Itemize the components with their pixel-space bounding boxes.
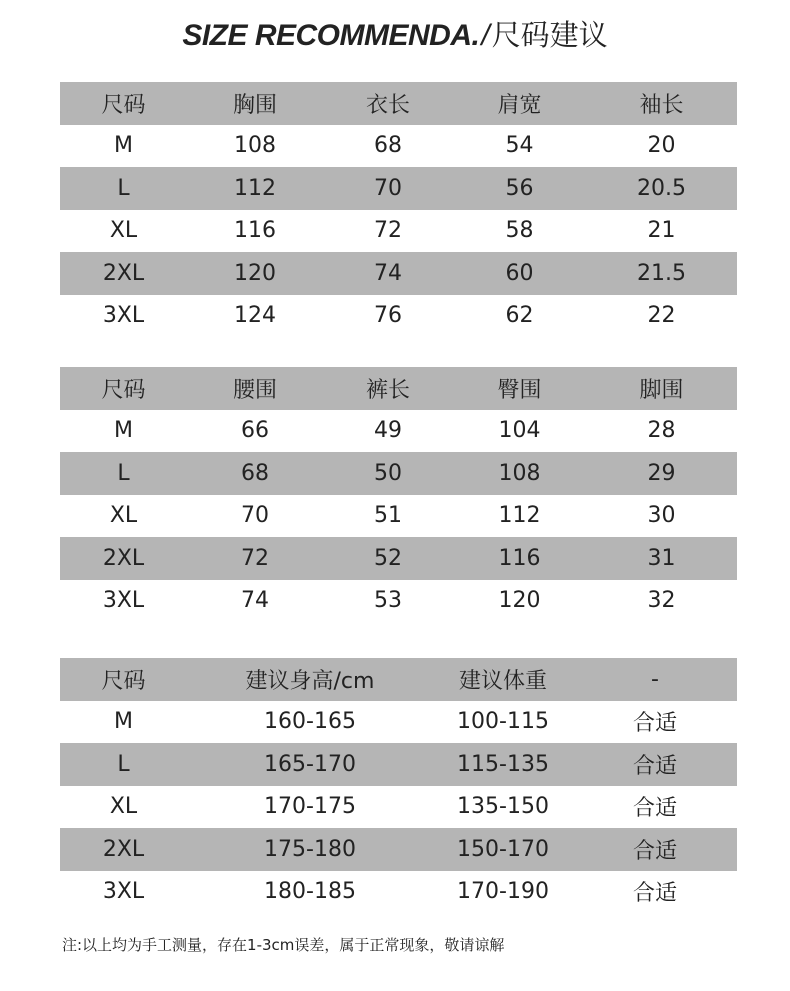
cell-shoulder: 60: [505, 260, 534, 286]
cell-hip: 120: [498, 588, 541, 614]
cell-pants-length: 51: [374, 503, 402, 529]
cell-chest: 124: [234, 303, 276, 329]
table-header-row: [60, 367, 737, 410]
title-chinese: 尺码建议: [491, 18, 608, 52]
cell-shoulder: 54: [505, 133, 534, 159]
cell-fit: 合适: [632, 881, 677, 907]
height-weight-table: [60, 658, 737, 913]
cell-height: 170-175: [264, 794, 356, 820]
cell-leg-opening: 31: [647, 545, 676, 571]
bottom-size-table: [60, 367, 737, 622]
table-row: [60, 452, 737, 495]
cell-size: L: [117, 751, 130, 777]
cell-sleeve: 22: [647, 303, 676, 329]
cell-waist: 66: [241, 418, 269, 444]
table-header-row: [60, 82, 737, 125]
cell-size: 3XL: [102, 588, 145, 614]
cell-pants-length: 50: [374, 460, 402, 486]
cell-length: 76: [374, 303, 402, 329]
cell-length: 74: [374, 260, 402, 286]
cell-pants-length: 49: [374, 418, 402, 444]
header-hip: 臀围: [497, 377, 542, 403]
cell-waist: 70: [241, 503, 269, 529]
cell-fit: 合适: [632, 711, 677, 737]
table-header-row: [60, 658, 737, 701]
cell-chest: 116: [234, 218, 276, 244]
cell-length: 68: [374, 133, 402, 159]
cell-weight: 135-150: [457, 794, 549, 820]
cell-size: XL: [109, 503, 138, 529]
header-leg-opening: 脚围: [639, 377, 684, 403]
cell-chest: 120: [234, 260, 276, 286]
header-sleeve: 袖长: [639, 92, 684, 118]
cell-hip: 116: [498, 545, 541, 571]
cell-size: L: [117, 460, 130, 486]
cell-shoulder: 56: [505, 175, 534, 201]
cell-fit: 合适: [632, 796, 677, 822]
cell-sleeve: 21: [647, 218, 676, 244]
cell-size: M: [114, 709, 133, 735]
cell-weight: 170-190: [457, 879, 549, 905]
top-size-table: [60, 82, 737, 337]
cell-pants-length: 53: [374, 588, 402, 614]
cell-size: 2XL: [102, 545, 145, 571]
header-waist: 腰围: [232, 377, 277, 403]
table-row: [60, 210, 737, 253]
header-size: 尺码: [101, 668, 146, 694]
table-row: [60, 537, 737, 580]
cell-height: 180-185: [264, 879, 356, 905]
cell-size: 2XL: [102, 260, 145, 286]
table-row: [60, 871, 737, 914]
cell-leg-opening: 28: [647, 418, 676, 444]
cell-size: 3XL: [102, 879, 145, 905]
cell-leg-opening: 30: [647, 503, 676, 529]
header-length: 衣长: [365, 92, 410, 118]
cell-size: XL: [109, 794, 138, 820]
cell-waist: 68: [241, 460, 269, 486]
table-row: [60, 410, 737, 453]
header-weight: 建议体重: [458, 668, 547, 694]
cell-sleeve: 21.5: [637, 260, 686, 286]
cell-hip: 112: [498, 503, 541, 529]
cell-length: 70: [374, 175, 402, 201]
table-row: [60, 580, 737, 623]
cell-size: 3XL: [102, 303, 145, 329]
header-size: 尺码: [101, 92, 146, 118]
cell-weight: 100-115: [457, 709, 549, 735]
header-size: 尺码: [101, 377, 146, 403]
cell-fit: 合适: [632, 838, 677, 864]
table-row: [60, 125, 737, 168]
table-row: [60, 252, 737, 295]
cell-sleeve: 20.5: [637, 175, 686, 201]
measurement-note: 注:以上均为手工测量，存在1-3cm误差，属于正常现象，敬请谅解: [62, 936, 505, 954]
cell-hip: 108: [498, 460, 541, 486]
title-english: SIZE RECOMMENDA.: [182, 19, 480, 52]
cell-shoulder: 58: [505, 218, 534, 244]
cell-shoulder: 62: [505, 303, 534, 329]
table-row: [60, 701, 737, 744]
header-height: 建议身高/cm: [245, 668, 375, 694]
cell-weight: 150-170: [457, 836, 549, 862]
cell-waist: 74: [241, 588, 269, 614]
header-shoulder: 肩宽: [497, 92, 542, 118]
cell-size: M: [114, 418, 133, 444]
cell-pants-length: 52: [374, 545, 402, 571]
table-row: [60, 743, 737, 786]
table-row: [60, 167, 737, 210]
cell-hip: 104: [498, 418, 541, 444]
table-row: [60, 295, 737, 338]
cell-size: M: [114, 133, 133, 159]
cell-height: 175-180: [264, 836, 356, 862]
cell-size: L: [117, 175, 130, 201]
table-row: [60, 786, 737, 829]
cell-sleeve: 20: [647, 133, 676, 159]
cell-chest: 108: [234, 133, 276, 159]
cell-waist: 72: [241, 545, 269, 571]
cell-leg-opening: 29: [647, 460, 676, 486]
cell-size: 2XL: [102, 836, 145, 862]
header-chest: 胸围: [232, 92, 277, 118]
table-row: [60, 828, 737, 871]
header-pants-length: 裤长: [365, 377, 410, 403]
cell-chest: 112: [234, 175, 276, 201]
header-fit: -: [651, 666, 659, 692]
title-separator: /: [481, 19, 490, 52]
cell-height: 160-165: [264, 709, 356, 735]
cell-size: XL: [109, 218, 138, 244]
cell-length: 72: [374, 218, 402, 244]
cell-height: 165-170: [264, 751, 356, 777]
table-row: [60, 495, 737, 538]
cell-fit: 合适: [632, 753, 677, 779]
cell-leg-opening: 32: [647, 588, 676, 614]
page-title: [0, 14, 790, 57]
cell-weight: 115-135: [457, 751, 549, 777]
